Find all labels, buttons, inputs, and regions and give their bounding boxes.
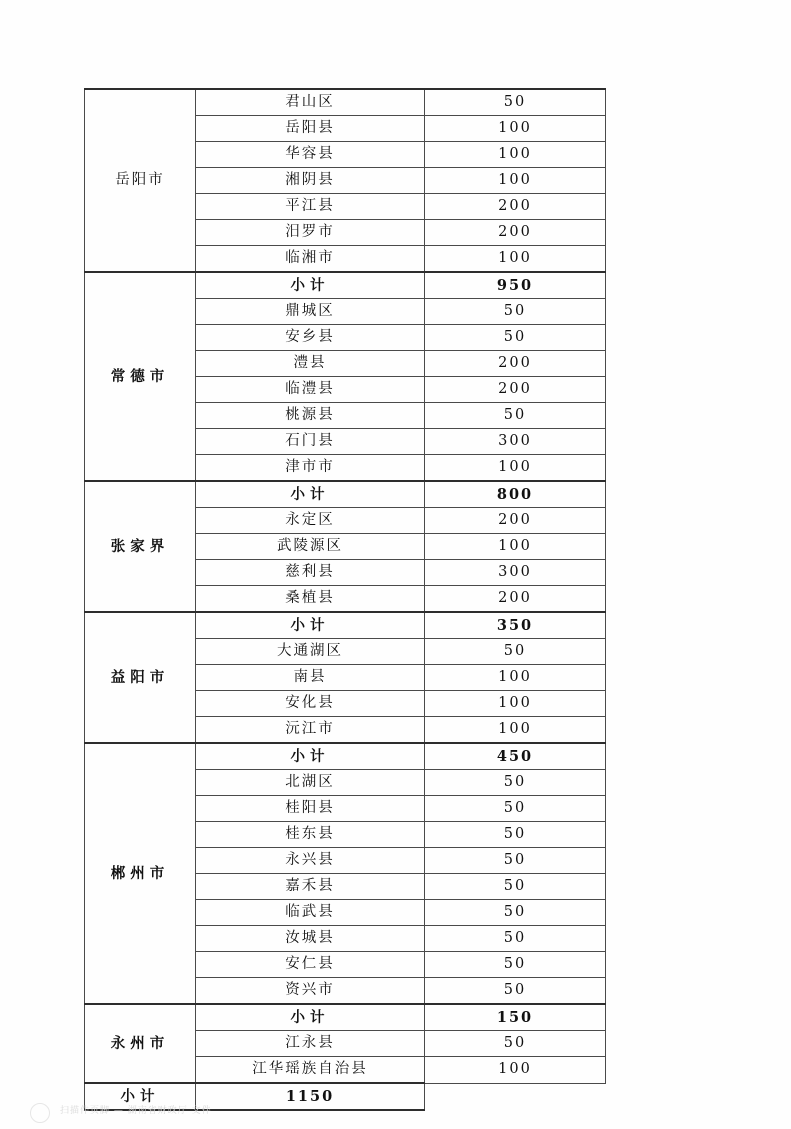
subtotal-row bbox=[85, 1004, 606, 1031]
county-cell: 石门县 bbox=[196, 429, 425, 455]
value-cell: 50 bbox=[425, 978, 606, 1005]
value-cell: 200 bbox=[425, 508, 606, 534]
value-cell: 200 bbox=[425, 586, 606, 613]
county-cell: 慈利县 bbox=[196, 560, 425, 586]
county-cell: 资兴市 bbox=[196, 978, 425, 1005]
value-cell: 200 bbox=[425, 351, 606, 377]
county-cell: 嘉禾县 bbox=[196, 874, 425, 900]
subtotal-label-cell: 小计 bbox=[196, 612, 425, 639]
county-cell: 桃源县 bbox=[196, 403, 425, 429]
county-cell: 平江县 bbox=[196, 194, 425, 220]
county-cell: 江华瑶族自治县 bbox=[196, 1057, 425, 1084]
value-cell: 200 bbox=[425, 377, 606, 403]
county-cell: 桑植县 bbox=[196, 586, 425, 613]
subtotal-label-cell: 小计 bbox=[196, 1004, 425, 1031]
county-cell: 桂阳县 bbox=[196, 796, 425, 822]
subtotal-row bbox=[85, 481, 606, 508]
county-cell: 临澧县 bbox=[196, 377, 425, 403]
county-cell: 武陵源区 bbox=[196, 534, 425, 560]
county-cell: 湘阴县 bbox=[196, 168, 425, 194]
county-cell: 江永县 bbox=[196, 1031, 425, 1057]
city-cell: 常德市 bbox=[85, 272, 196, 481]
subtotal-value-cell: 1150 bbox=[196, 1083, 425, 1110]
subtotal-value-cell: 800 bbox=[425, 481, 606, 508]
county-cell: 南县 bbox=[196, 665, 425, 691]
city-cell: 永州市 bbox=[85, 1004, 196, 1083]
value-cell: 50 bbox=[425, 822, 606, 848]
value-cell: 50 bbox=[425, 89, 606, 116]
value-cell: 50 bbox=[425, 299, 606, 325]
county-cell: 沅江市 bbox=[196, 717, 425, 744]
county-cell: 永兴县 bbox=[196, 848, 425, 874]
subtotal-value-cell: 350 bbox=[425, 612, 606, 639]
value-cell: 100 bbox=[425, 717, 606, 744]
subtotal-label-cell: 小计 bbox=[196, 481, 425, 508]
value-cell: 100 bbox=[425, 534, 606, 560]
county-cell: 鼎城区 bbox=[196, 299, 425, 325]
subtotal-value-cell: 450 bbox=[425, 743, 606, 770]
value-cell: 300 bbox=[425, 429, 606, 455]
subtotal-row bbox=[85, 272, 606, 299]
subtotal-value-cell: 950 bbox=[425, 272, 606, 299]
city-cell: 张家界 bbox=[85, 481, 196, 612]
scan-artifact-mark bbox=[30, 1103, 50, 1123]
value-cell: 300 bbox=[425, 560, 606, 586]
value-cell: 50 bbox=[425, 874, 606, 900]
value-cell: 100 bbox=[425, 246, 606, 273]
value-cell: 100 bbox=[425, 691, 606, 717]
value-cell: 100 bbox=[425, 455, 606, 482]
allocation-table bbox=[84, 88, 606, 1111]
value-cell: 50 bbox=[425, 848, 606, 874]
value-cell: 50 bbox=[425, 796, 606, 822]
county-cell: 大通湖区 bbox=[196, 639, 425, 665]
county-cell: 安化县 bbox=[196, 691, 425, 717]
value-cell: 100 bbox=[425, 142, 606, 168]
county-cell: 安仁县 bbox=[196, 952, 425, 978]
table-body bbox=[85, 89, 606, 1110]
county-cell: 永定区 bbox=[196, 508, 425, 534]
county-cell: 岳阳县 bbox=[196, 116, 425, 142]
subtotal-row bbox=[85, 743, 606, 770]
subtotal-label-cell: 小计 bbox=[196, 743, 425, 770]
city-cell: 益阳市 bbox=[85, 612, 196, 743]
value-cell: 50 bbox=[425, 952, 606, 978]
value-cell: 50 bbox=[425, 1031, 606, 1057]
county-cell: 临湘市 bbox=[196, 246, 425, 273]
value-cell: 50 bbox=[425, 403, 606, 429]
county-cell: 汨罗市 bbox=[196, 220, 425, 246]
county-cell: 北湖区 bbox=[196, 770, 425, 796]
subtotal-value-cell: 150 bbox=[425, 1004, 606, 1031]
value-cell: 50 bbox=[425, 639, 606, 665]
subtotal-label-cell: 小计 bbox=[196, 272, 425, 299]
allocation-table-container bbox=[84, 88, 604, 1111]
county-cell: 君山区 bbox=[196, 89, 425, 116]
county-cell: 桂东县 bbox=[196, 822, 425, 848]
county-cell: 临武县 bbox=[196, 900, 425, 926]
value-cell: 200 bbox=[425, 194, 606, 220]
value-cell: 200 bbox=[425, 220, 606, 246]
county-cell: 澧县 bbox=[196, 351, 425, 377]
value-cell: 100 bbox=[425, 1057, 606, 1084]
value-cell: 50 bbox=[425, 770, 606, 796]
county-cell: 津市市 bbox=[196, 455, 425, 482]
city-cell: 岳阳市 bbox=[85, 89, 196, 272]
value-cell: 50 bbox=[425, 900, 606, 926]
subtotal-label-cell: 小计 bbox=[85, 1083, 196, 1110]
city-cell: 郴州市 bbox=[85, 743, 196, 1004]
value-cell: 100 bbox=[425, 168, 606, 194]
county-cell: 汝城县 bbox=[196, 926, 425, 952]
subtotal-row bbox=[85, 612, 606, 639]
value-cell: 50 bbox=[425, 926, 606, 952]
county-cell: 安乡县 bbox=[196, 325, 425, 351]
county-cell: 华容县 bbox=[196, 142, 425, 168]
value-cell: 100 bbox=[425, 665, 606, 691]
value-cell: 100 bbox=[425, 116, 606, 142]
table-row bbox=[85, 89, 606, 116]
page-footer-note: 扫描件页脚 — 湖南省财政厅 文件 bbox=[60, 1106, 212, 1116]
value-cell: 50 bbox=[425, 325, 606, 351]
